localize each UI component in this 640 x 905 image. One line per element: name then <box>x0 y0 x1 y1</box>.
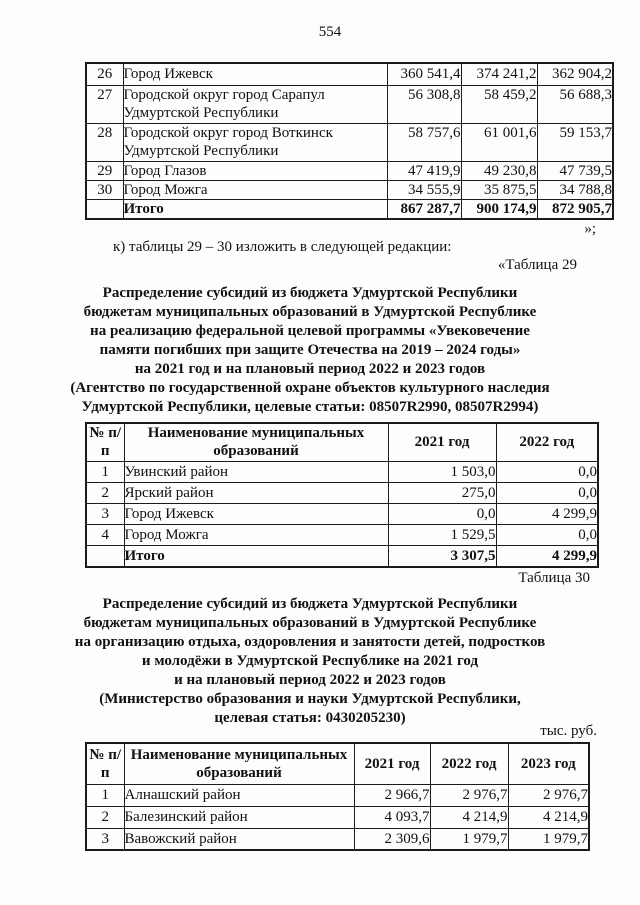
title-line: на 2021 год и на плановый период 2022 и 2023 годов <box>134 361 486 377</box>
table-row <box>86 63 613 85</box>
value-2021: 56 308,8 <box>387 85 461 123</box>
table-row <box>86 180 613 199</box>
municipality-name: Алнашский район <box>124 784 354 806</box>
col-header-num: № п/п <box>86 423 124 461</box>
table-row <box>86 828 589 850</box>
title-line: бюджетам муниципальных образований в Удмуртской Республике <box>83 615 537 631</box>
col-header-2023: 2023 год <box>508 743 589 784</box>
row-index: 4 <box>86 524 124 545</box>
row-index: 3 <box>86 828 124 850</box>
units-label: тыс. руб. <box>540 723 597 739</box>
title-line: Распределение субсидий из бюджета Удмуртской Республики <box>102 285 518 301</box>
row-index <box>86 545 124 567</box>
table-29 <box>85 422 599 568</box>
row-index: 30 <box>86 180 123 199</box>
row-index: 2 <box>86 482 124 503</box>
table-30 <box>85 742 590 851</box>
value-2022: 4 214,9 <box>430 806 508 828</box>
table-row <box>86 806 589 828</box>
value-2022: 0,0 <box>496 482 598 503</box>
municipality-name: Вавожский район <box>124 828 354 850</box>
total-2021: 867 287,7 <box>387 199 461 219</box>
total-2023: 872 905,7 <box>537 199 613 219</box>
table-row <box>86 524 598 545</box>
page-number: 554 <box>318 24 342 40</box>
table-row <box>86 784 589 806</box>
title-line: Распределение субсидий из бюджета Удмуртской Республики <box>102 596 518 612</box>
table-29-title <box>45 284 575 417</box>
col-header-2022: 2022 год <box>430 743 508 784</box>
table-row <box>86 161 613 180</box>
value-2021: 275,0 <box>388 482 496 503</box>
total-2022: 4 299,9 <box>496 545 598 567</box>
municipality-name: Балезинский район <box>124 806 354 828</box>
table-30-title <box>45 595 575 728</box>
value-2022: 1 979,7 <box>430 828 508 850</box>
row-index: 3 <box>86 503 124 524</box>
closing-quote-mark: »; <box>584 221 596 237</box>
table-row <box>86 503 598 524</box>
col-header-2021: 2021 год <box>354 743 430 784</box>
value-2023: 4 214,9 <box>508 806 589 828</box>
value-2022: 0,0 <box>496 461 598 482</box>
title-line: целевая статья: 0430205230) <box>214 710 406 726</box>
municipality-name: Город Можга <box>123 180 387 199</box>
value-2021: 47 419,9 <box>387 161 461 180</box>
municipality-name: Город Можга <box>124 524 388 545</box>
row-index: 26 <box>86 63 123 85</box>
total-row <box>86 545 598 567</box>
col-header-name: Наименование муниципальных образований <box>124 423 388 461</box>
municipality-name: Город Ижевск <box>124 503 388 524</box>
continuation-table <box>85 62 614 220</box>
total-label: Итого <box>124 545 388 567</box>
municipality-name: Городской округ город Сарапул Удмуртской Республики <box>123 85 387 123</box>
total-2021: 3 307,5 <box>388 545 496 567</box>
value-2021: 1 503,0 <box>388 461 496 482</box>
row-index: 2 <box>86 806 124 828</box>
value-2022: 49 230,8 <box>461 161 537 180</box>
title-line: на реализацию федеральной целевой программы «Увековечение <box>90 323 530 339</box>
table-row <box>86 461 598 482</box>
municipality-name: Увинский район <box>124 461 388 482</box>
title-line: (Агентство по государственной охране объектов культурного наследия <box>70 380 550 396</box>
row-index <box>86 199 123 219</box>
title-line: и молодёжи в Удмуртской Республике на 2021 год <box>141 653 479 669</box>
value-2023: 1 979,7 <box>508 828 589 850</box>
amendment-clause: к) таблицы 29 – 30 изложить в следующей редакции: <box>113 239 452 255</box>
municipality-name: Ярский район <box>124 482 388 503</box>
value-2021: 2 309,6 <box>354 828 430 850</box>
value-2023: 47 739,5 <box>537 161 613 180</box>
value-2021: 4 093,7 <box>354 806 430 828</box>
title-line: на организацию отдыха, оздоровления и занятости детей, подростков <box>74 634 546 650</box>
title-line: памяти погибших при защите Отечества на 2019 – 2024 годы» <box>99 342 521 358</box>
table-row <box>86 482 598 503</box>
header-row <box>86 423 598 461</box>
title-line: Удмуртской Республики, целевые статьи: 08507R2990, 08507R2994) <box>81 399 539 415</box>
value-2021: 0,0 <box>388 503 496 524</box>
row-index: 1 <box>86 461 124 482</box>
value-2023: 2 976,7 <box>508 784 589 806</box>
table-29-caption: «Таблица 29 <box>497 257 577 273</box>
table-row <box>86 85 613 123</box>
title-line: и на плановый период 2022 и 2023 годов <box>174 672 446 688</box>
value-2022: 2 976,7 <box>430 784 508 806</box>
value-2021: 2 966,7 <box>354 784 430 806</box>
value-2022: 35 875,5 <box>461 180 537 199</box>
value-2021: 58 757,6 <box>387 123 461 161</box>
value-2021: 34 555,9 <box>387 180 461 199</box>
row-index: 29 <box>86 161 123 180</box>
table-30-caption: Таблица 30 <box>518 570 590 586</box>
title-line: (Министерство образования и науки Удмуртской Республики, <box>99 691 521 707</box>
value-2023: 34 788,8 <box>537 180 613 199</box>
row-index: 27 <box>86 85 123 123</box>
col-header-2022: 2022 год <box>496 423 598 461</box>
col-header-num: № п/п <box>86 743 124 784</box>
row-index: 28 <box>86 123 123 161</box>
value-2021: 1 529,5 <box>388 524 496 545</box>
value-2022: 374 241,2 <box>461 63 537 85</box>
value-2023: 362 904,2 <box>537 63 613 85</box>
table-row <box>86 123 613 161</box>
row-index: 1 <box>86 784 124 806</box>
title-line: бюджетам муниципальных образований в Удмуртской Республике <box>83 304 537 320</box>
municipality-name: Город Глазов <box>123 161 387 180</box>
municipality-name: Город Ижевск <box>123 63 387 85</box>
value-2022: 0,0 <box>496 524 598 545</box>
total-row <box>86 199 613 219</box>
value-2023: 56 688,3 <box>537 85 613 123</box>
value-2022: 4 299,9 <box>496 503 598 524</box>
value-2021: 360 541,4 <box>387 63 461 85</box>
header-row <box>86 743 589 784</box>
col-header-2021: 2021 год <box>388 423 496 461</box>
value-2022: 58 459,2 <box>461 85 537 123</box>
value-2022: 61 001,6 <box>461 123 537 161</box>
total-2022: 900 174,9 <box>461 199 537 219</box>
value-2023: 59 153,7 <box>537 123 613 161</box>
col-header-name: Наименование муниципальных образований <box>124 743 354 784</box>
total-label: Итого <box>123 199 387 219</box>
municipality-name: Городской округ город Воткинск Удмуртской Республики <box>123 123 387 161</box>
